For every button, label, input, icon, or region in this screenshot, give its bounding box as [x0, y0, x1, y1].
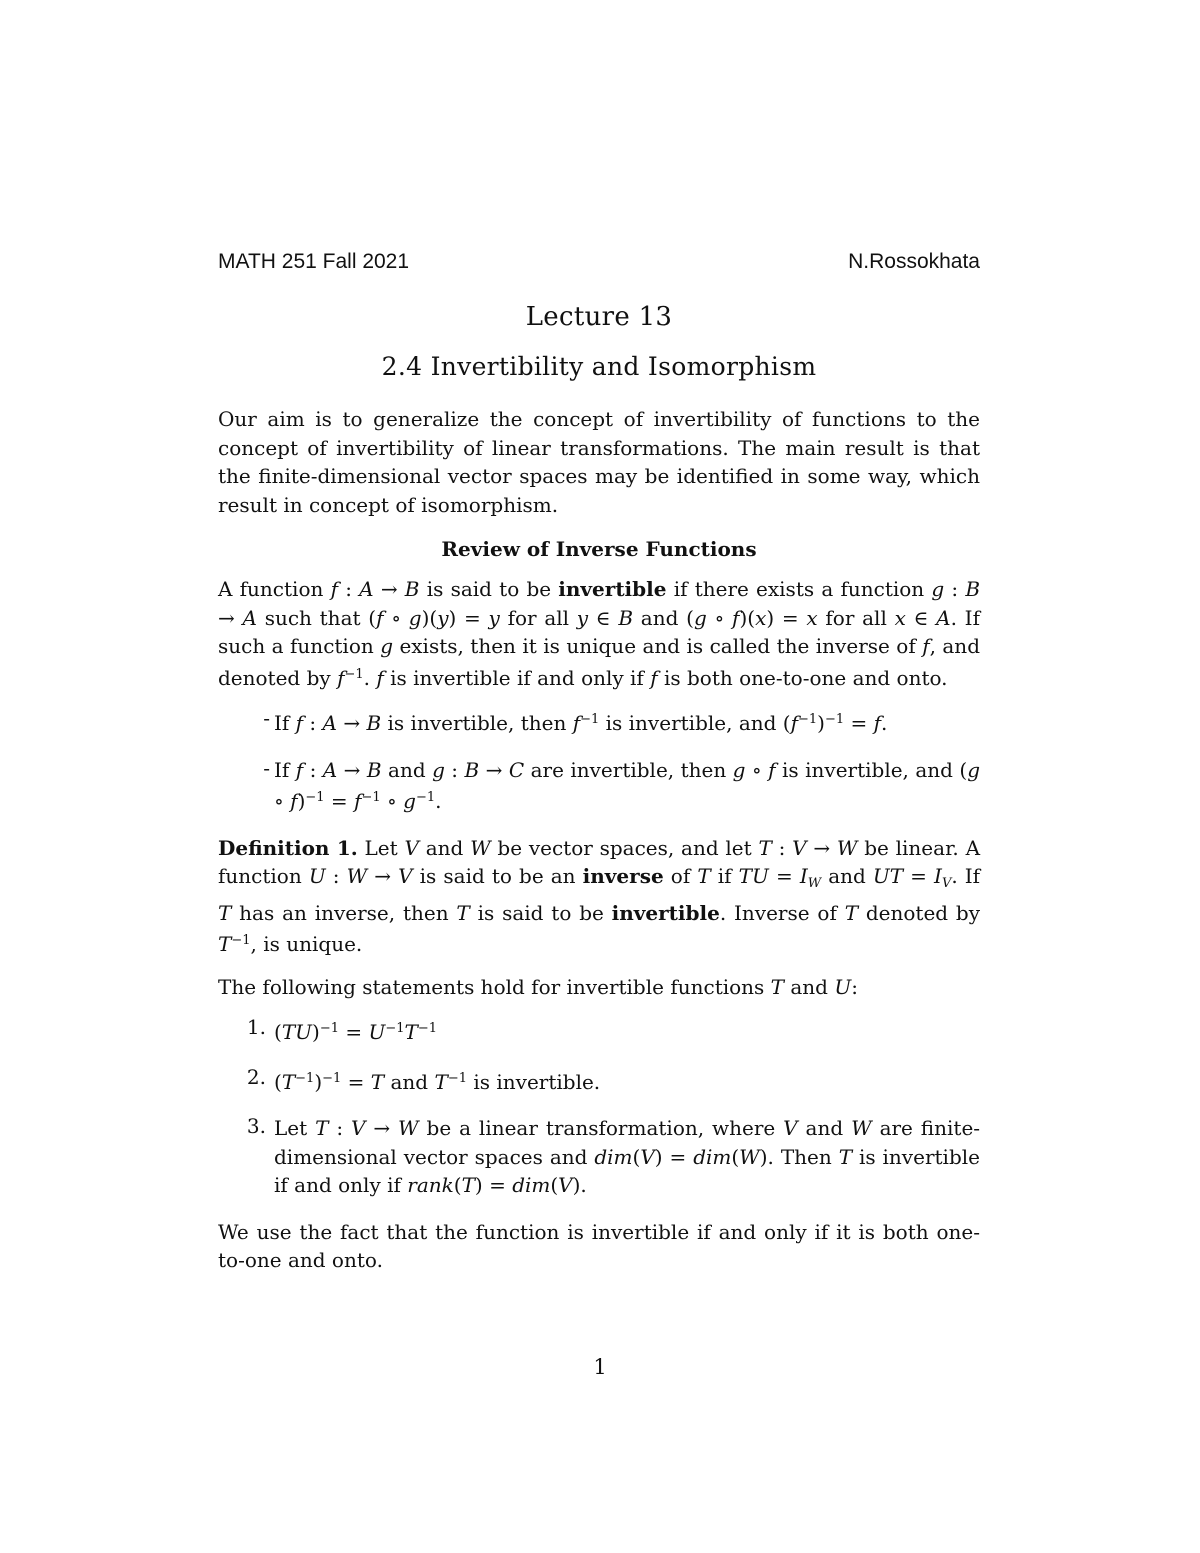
section-heading: 2.4 Invertibility and Isomorphism [381, 352, 817, 381]
list-item: - If f : A → B and g : B → C are invertible, then g ∘ f is invertible, and (g ∘ $f)^{-1} = f^{-1}$ ∘ $g^{-1}$. [263, 755, 981, 813]
list-item: 2. $(T^{-1})^{-1} = T$ and $T^{-1}$ is invertible. [246, 1064, 601, 1094]
list-item: - If f : A → B is invertible, then $f^{-1}$ is invertible, and $(f^{-1})^{-1} = f$. [263, 706, 888, 735]
review-heading: Review of Inverse Functions [441, 537, 757, 561]
list-item: 1. $(TU)^{-1} = U^{-1}T^{-1}$ [246, 1015, 438, 1044]
running-header [218, 250, 980, 280]
page-number: 1 [593, 1355, 607, 1379]
statements-list [218, 1015, 980, 1200]
statements-lead: The following statements hold for invertible functions T and U: [218, 974, 858, 999]
definition-paragraph: Definition 1. Let V and W be vector spaces, and let T : V → W be linear. A function U : W → V is said to be an inverse of T if TU = $I_W$ and UT = $I_V$. If T has an inverse, then T is said to be invertible. Inverse of T denoted by $T^{-1}$, is unique. [218, 835, 981, 956]
closing-paragraph: We use the fact that the function is invertible if and only if it is both one-to-one and onto. [218, 1219, 980, 1272]
author-label: N.Rossokhata [848, 250, 980, 273]
lecture-title: Lecture 13 [525, 302, 673, 332]
page-body [218, 250, 980, 1275]
intro-paragraph: Our aim is to generalize the concept of invertibility of functions to the concept of invertibility of linear transformations. The main result is that the finite-dimensional vector spaces may be identified in some way, which result in concept of isomorphism. [218, 407, 980, 517]
inverse-properties-list [218, 706, 980, 816]
review-paragraph: A function f : A → B is said to be invertible if there exists a function g : B → A such that (f ∘ g)(y) = y for all y ∈ B and (g ∘ f)(x) = x for all x ∈ A. If such a function g exists, then it is unique and is called the inverse of f, and denoted by $f^{-1}$. f is invertible if and only if f is both one-to-one and onto. [218, 577, 981, 690]
list-item: 3. Let T : V → W be a linear transformation, where V and W are finite-dimensional vector spaces and dim(V) = dim(W). Then T is invertible if and only if rank(T) = dim(V). [246, 1114, 981, 1197]
course-label: MATH 251 Fall 2021 [218, 250, 410, 273]
